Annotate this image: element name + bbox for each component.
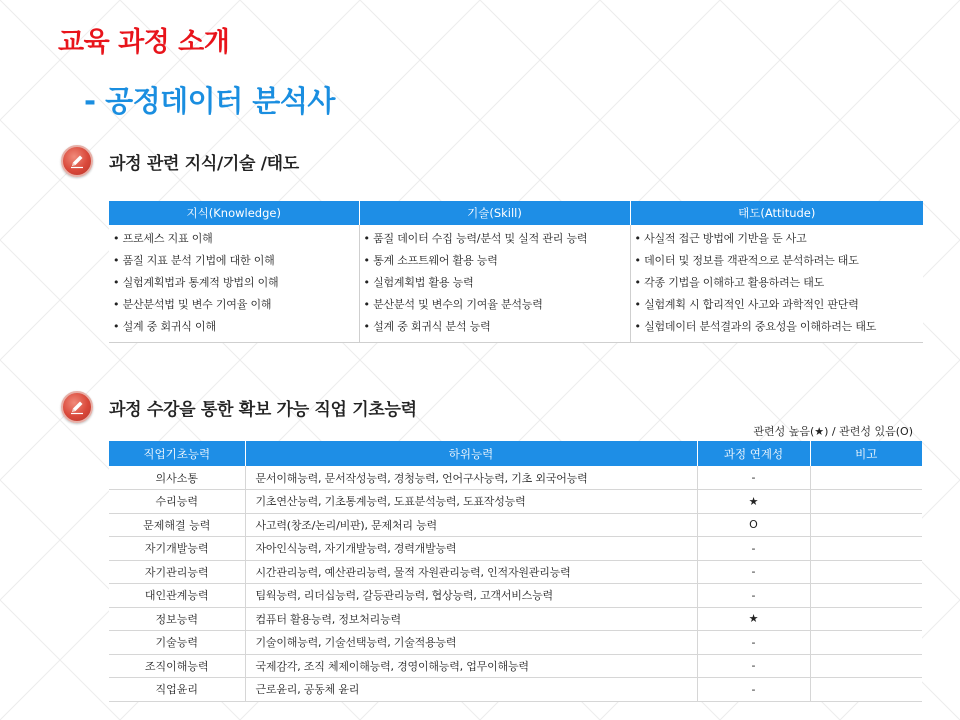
relevance-mark: - [697, 466, 810, 490]
column-header-note: 비고 [810, 441, 922, 466]
list-item: • 실험계획법 활용 능력 [363, 276, 474, 289]
table-row [109, 560, 922, 584]
sub-abilities: 문서이해능력, 문서작성능력, 경청능력, 언어구사능력, 기초 외국어능력 [245, 466, 697, 490]
list-item: • 분산분석법 및 변수 기여율 이해 [113, 298, 272, 311]
sub-abilities: 팀웍능력, 리더십능력, 갈등관리능력, 협상능력, 고객서비스능력 [245, 584, 697, 608]
list-item: • 설계 중 회귀식 분석 능력 [363, 320, 491, 333]
table-row [109, 631, 922, 655]
list-item: • 데이터 및 정보를 객관적으로 분석하려는 태도 [634, 254, 859, 267]
relevance-mark: - [697, 537, 810, 561]
competency-name: 의사소통 [109, 466, 245, 490]
relevance-mark: ★ [697, 490, 810, 514]
section-title: 과정 관련 지식/기술 /태도 [109, 153, 299, 174]
list-item: • 설계 중 회귀식 이해 [113, 320, 216, 333]
sub-abilities: 시간관리능력, 예산관리능력, 물적 자원관리능력, 인적자원관리능력 [245, 560, 697, 584]
sub-abilities: 기술이해능력, 기술선택능력, 기술적용능력 [245, 631, 697, 655]
competency-name: 기술능력 [109, 631, 245, 655]
pencil-icon [61, 145, 93, 177]
knowledge-cell [109, 225, 359, 343]
note-cell [810, 584, 922, 608]
list-item: • 분산분석 및 변수의 기여율 분석능력 [363, 298, 543, 311]
table-row [109, 466, 922, 490]
relevance-mark: - [697, 678, 810, 702]
list-item: • 품질 데이터 수집 능력/분석 및 실적 관리 능력 [363, 232, 588, 245]
ksa-table [109, 201, 923, 343]
page-title: 교육 과정 소개 [58, 27, 230, 58]
attitude-cell [630, 225, 923, 343]
page-subtitle: - 공정데이터 분석사 [84, 84, 335, 118]
relevance-mark: - [697, 654, 810, 678]
note-cell [810, 631, 922, 655]
pencil-icon [61, 391, 93, 423]
column-header-sub-ability: 하위능력 [245, 441, 697, 466]
section-basic-competencies [61, 391, 417, 423]
sub-abilities: 국제감각, 조직 체제이해능력, 경영이해능력, 업무이해능력 [245, 654, 697, 678]
relevance-mark: - [697, 631, 810, 655]
column-header-knowledge: 지식(Knowledge) [109, 201, 359, 225]
note-cell [810, 466, 922, 490]
list-item: • 사실적 접근 방법에 기반을 둔 사고 [634, 232, 807, 245]
skill-cell [359, 225, 630, 343]
section-knowledge-skill-attitude [61, 145, 299, 177]
table-row [109, 654, 922, 678]
list-item: • 통계 소프트웨어 활용 능력 [363, 254, 498, 267]
competency-name: 자기개발능력 [109, 537, 245, 561]
competency-name: 수리능력 [109, 490, 245, 514]
sub-abilities: 자아인식능력, 자기개발능력, 경력개발능력 [245, 537, 697, 561]
note-cell [810, 513, 922, 537]
competency-name: 대인관계능력 [109, 584, 245, 608]
table-row [109, 490, 922, 514]
column-header-attitude: 태도(Attitude) [630, 201, 923, 225]
competency-name: 직업윤리 [109, 678, 245, 702]
column-header-skill: 기술(Skill) [359, 201, 630, 225]
column-header-competency: 직업기초능력 [109, 441, 245, 466]
competency-name: 조직이해능력 [109, 654, 245, 678]
note-cell [810, 607, 922, 631]
table-row [109, 584, 922, 608]
note-cell [810, 678, 922, 702]
list-item: • 실험데이터 분석결과의 중요성을 이해하려는 태도 [634, 320, 877, 333]
relevance-mark: - [697, 584, 810, 608]
list-item: • 실험계획법과 통계적 방법의 이해 [113, 276, 279, 289]
relevance-mark: ★ [697, 607, 810, 631]
column-header-relevance: 과정 연계성 [697, 441, 810, 466]
sub-abilities: 기초연산능력, 기초통계능력, 도표분석능력, 도표작성능력 [245, 490, 697, 514]
note-cell [810, 537, 922, 561]
relevance-mark: - [697, 560, 810, 584]
list-item: • 각종 기법을 이해하고 활용하려는 태도 [634, 276, 825, 289]
sub-abilities: 근로윤리, 공동체 윤리 [245, 678, 697, 702]
list-item: • 품질 지표 분석 기법에 대한 이해 [113, 254, 275, 267]
table-row [109, 513, 922, 537]
note-cell [810, 490, 922, 514]
note-cell [810, 560, 922, 584]
relevance-mark: O [697, 513, 810, 537]
note-cell [810, 654, 922, 678]
table-row [109, 537, 922, 561]
competency-name: 자기관리능력 [109, 560, 245, 584]
list-item: • 실험계획 시 합리적인 사고와 과학적인 판단력 [634, 298, 859, 311]
competency-name: 문제해결 능력 [109, 513, 245, 537]
section-title: 과정 수강을 통한 확보 가능 직업 기초능력 [109, 399, 417, 420]
competency-name: 정보능력 [109, 607, 245, 631]
table-row [109, 678, 922, 702]
relevance-legend: 관련성 높음(★) / 관련성 있음(O) [753, 425, 913, 438]
list-item: • 프로세스 지표 이해 [113, 232, 213, 245]
sub-abilities: 사고력(창조/논리/비판), 문제처리 능력 [245, 513, 697, 537]
sub-abilities: 컴퓨터 활용능력, 정보처리능력 [245, 607, 697, 631]
competency-table [109, 441, 922, 702]
table-row [109, 607, 922, 631]
